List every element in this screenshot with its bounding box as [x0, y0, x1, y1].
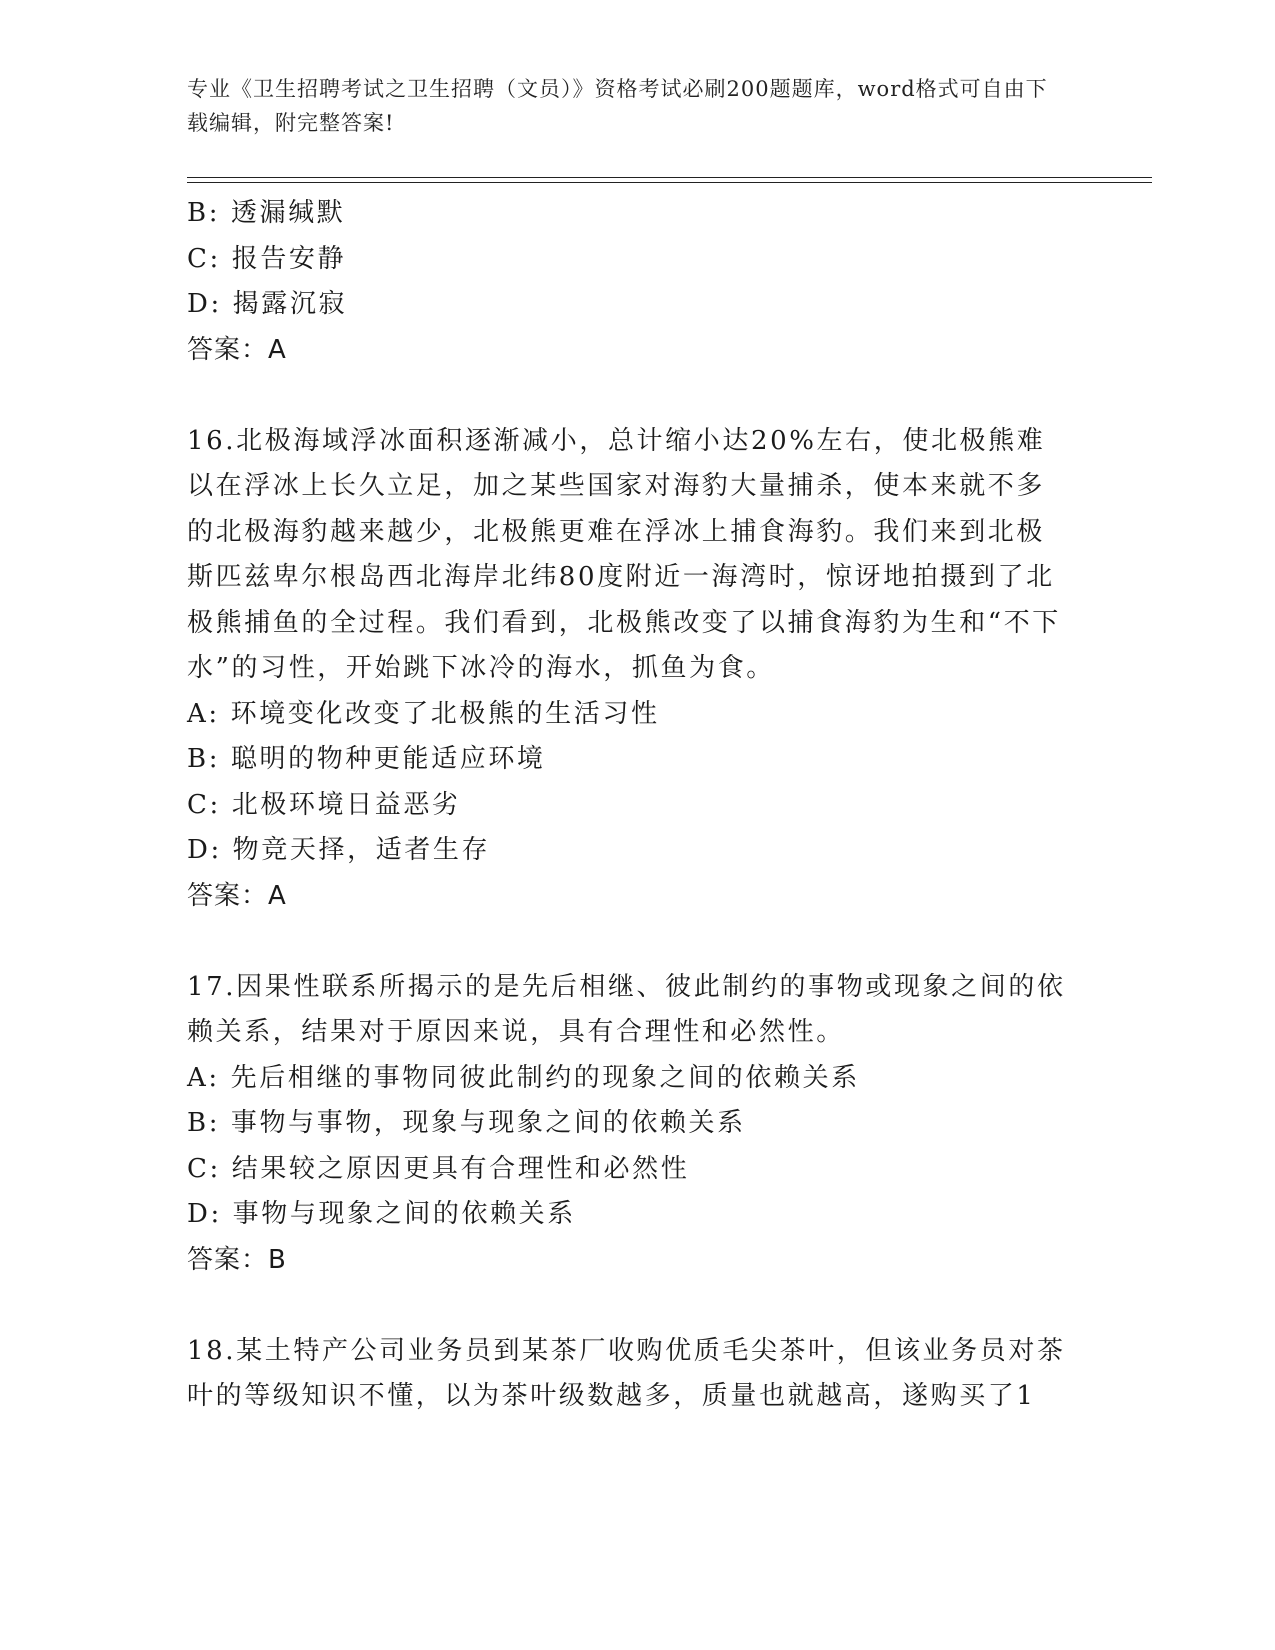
question-stem: 16.北极海域浮冰面积逐渐减小，总计缩小达20%左右，使北极熊难以在浮冰上长久立足，加之某些国家对海豹大量捕杀，使本来就不多的北极海豹越来越少，北极熊更难在浮冰上捕食海豹。我们来到北极斯匹兹卑尔根岛西北海岸北纬80度附近一海湾时，惊讶地拍摄到了北极熊捕鱼的全过程。我们看到，北极熊改变了以捕食海豹为生和“不下水”的习性，开始跳下冰冷的海水，抓鱼为食。	[187, 425, 1061, 683]
header-title: 专业《卫生招聘考试之卫生招聘（文员）》资格考试必刷200题题库，word格式可自由下载编辑，附完整答案!	[187, 77, 1048, 135]
option-c: C: 结果较之原因更具有合理性和必然性	[187, 1153, 690, 1184]
question-17	[187, 965, 1067, 1284]
document-body	[187, 191, 1067, 1420]
question-16	[187, 419, 1067, 920]
option-c: C: 北极环境日益恶劣	[187, 789, 461, 820]
option-b: B: 透漏缄默	[187, 198, 346, 228]
spacer	[187, 919, 1067, 965]
option-d: D: 物竞天择，适者生存	[187, 835, 491, 865]
page-header	[187, 72, 1067, 140]
option-c: C: 报告安静	[187, 243, 347, 274]
option-d: D: 事物与现象之间的依赖关系	[187, 1199, 576, 1229]
option-a: A: 先后相继的事物同彼此制约的现象之间的依赖关系	[187, 1062, 860, 1093]
option-d: D: 揭露沉寂	[187, 289, 348, 319]
answer-line: 答案：B	[187, 1244, 287, 1275]
spacer	[187, 1283, 1067, 1329]
question-15-tail	[187, 191, 1067, 373]
question-stem: 18.某土特产公司业务员到某茶厂收购优质毛尖茶叶，但该业务员对茶叶的等级知识不懂，以为茶叶级数越多，质量也就越高，遂购买了1	[187, 1335, 1066, 1411]
answer-line: 答案：A	[187, 880, 287, 911]
option-b: B: 事物与事物，现象与现象之间的依赖关系	[187, 1108, 746, 1138]
spacer	[187, 373, 1067, 419]
header-divider	[187, 177, 1152, 183]
question-18	[187, 1329, 1067, 1420]
option-b: B: 聪明的物种更能适应环境	[187, 744, 546, 774]
option-a: A: 环境变化改变了北极熊的生活习性	[187, 698, 660, 729]
answer-line: 答案：A	[187, 334, 287, 365]
question-stem: 17.因果性联系所揭示的是先后相继、彼此制约的事物或现象之间的依赖关系，结果对于原因来说，具有合理性和必然性。	[187, 971, 1066, 1047]
